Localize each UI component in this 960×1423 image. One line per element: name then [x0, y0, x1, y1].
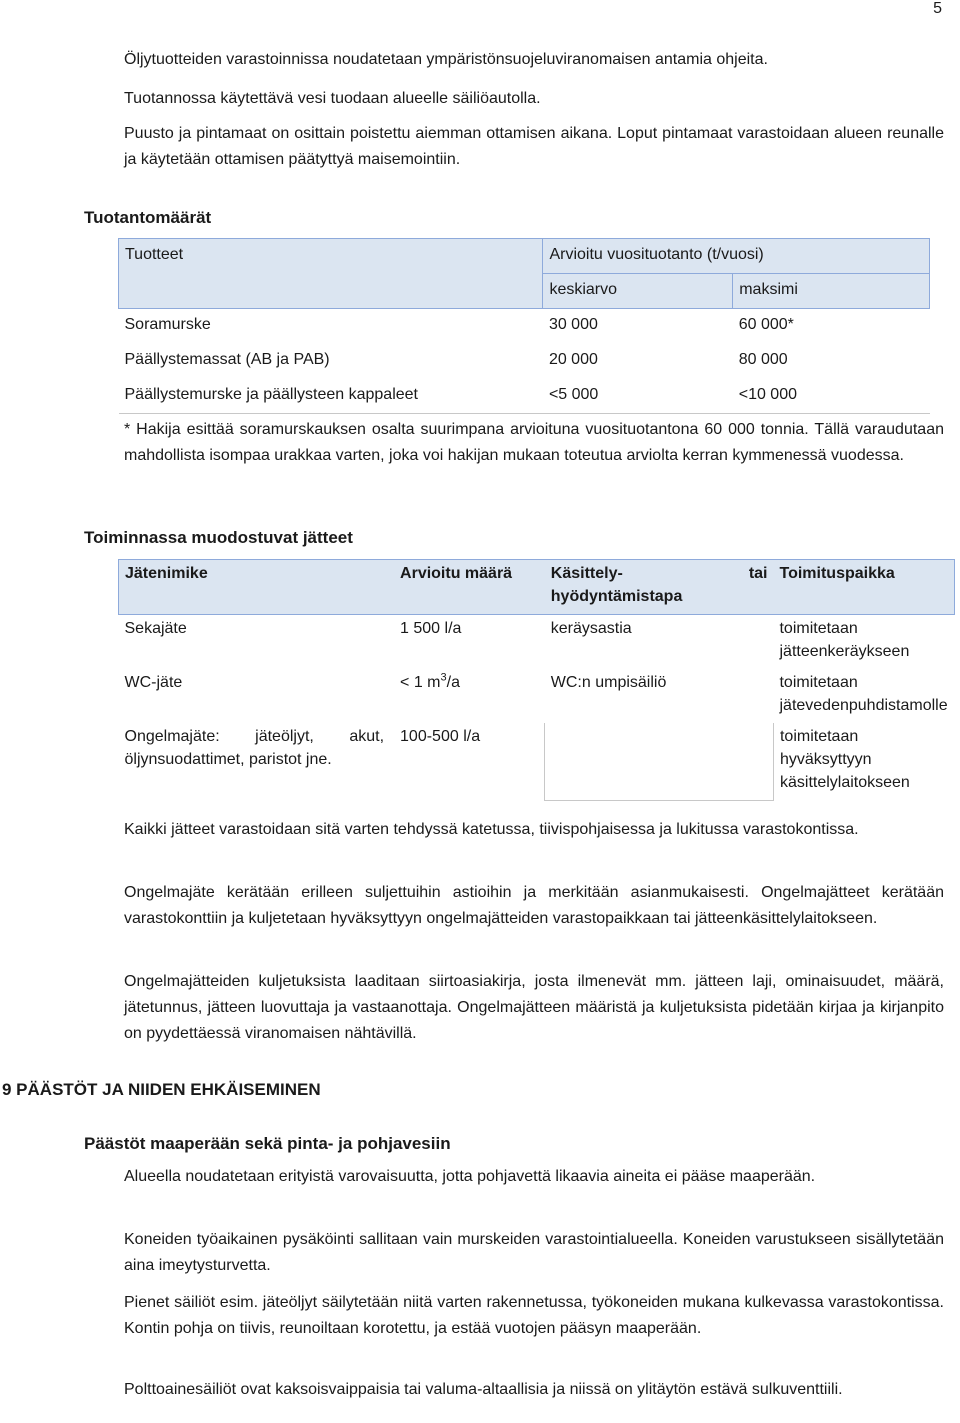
production-footnote: * Hakija esittää soramurskauksen osalta suurimpana arvioituna vuosituotantona 60 000 tonnia. Tällä varaudutaan mahdollista isompaa urakkaa varten, joka voi hakijan mukaan toteutua arviolta kerran kymmenessä vuodessa. [124, 421, 944, 464]
waste-destination-cell: toimitetaan jätevedenpuhdistamolle [779, 674, 948, 714]
product-cell: Soramurske [124, 316, 211, 333]
max-cell: 80 000 [738, 350, 788, 368]
page-number: 5 [933, 0, 942, 17]
col-waste-amount: Arvioitu määrä [394, 560, 545, 615]
section-9-paragraph-3: Pienet säiliöt esim. jäteöljyt säilytetään niitä varten rakennetussa, työkoneiden mukana kulkevassa varastokontissa. Kontin pohja on tiivis, reunoiltaan korotettu, ja estää vuotojen pääsyn maaperään. [124, 1294, 944, 1337]
section-9-paragraph-4: Polttoainesäiliöt ovat kaksoisvaippaisia tai valuma-altaallisia ja niissä on ylitäytön estävä sulkuventtiili. [124, 1381, 843, 1398]
section-9-paragraph-2: Koneiden työaikainen pysäköinti sallitaan vain murskeiden varastointialueella. Koneiden varustukseen sisällytetään aina imeytysturvetta. [124, 1231, 944, 1274]
intro-paragraph-1: Öljytuotteiden varastoinnissa noudatetaan ympäristönsuojeluviranomaisen antamia ohjeita. [124, 51, 768, 68]
waste-destination-cell: toimitetaan jätteenkeräykseen [779, 620, 910, 660]
max-cell: 60 000* [738, 316, 794, 333]
waste-amount-cell: 100-500 l/a [400, 728, 481, 745]
waste-table [118, 559, 955, 801]
waste-handling-cell: WC:n umpisäiliö [550, 674, 667, 691]
col-estimate: Arvioitu vuosituotanto (t/vuosi) [543, 239, 930, 274]
product-cell: Päällystemurske ja päällysteen kappaleet [124, 385, 418, 403]
waste-amount-cell [394, 669, 545, 723]
waste-paragraph-2: Ongelmajäte kerätään erilleen suljettuihin astioihin ja merkitään asianmukaisesti. Ongelmajätteet kerätään varastokonttiin ja kuljetetaan hyväksyttyyn ongelmajätteiden varastopaikkaan tai jätteenkäsittelylaitokseen. [124, 884, 944, 927]
avg-cell: 30 000 [548, 316, 598, 333]
table-row [119, 344, 930, 379]
col-max: maksimi [733, 274, 930, 309]
waste-name-cell: Sekajäte [124, 620, 187, 637]
col-products: Tuotteet [119, 239, 543, 309]
production-table [118, 238, 930, 414]
amount-sup: 3 [440, 671, 447, 684]
avg-cell: <5 000 [548, 385, 599, 403]
intro-paragraph-2: Tuotannossa käytettävä vesi tuodaan alueelle säiliöautolla. [124, 90, 541, 107]
waste-handling-cell: keräysastia [550, 620, 632, 637]
waste-handling-cell [545, 723, 774, 800]
waste-name-cell: Ongelmajäte: jäteöljyt, akut, öljynsuodattimet, paristot jne. [124, 728, 385, 768]
waste-header-row [119, 560, 955, 615]
col-waste-handling: Käsittely- tai hyödyntämistapa [545, 560, 774, 615]
waste-destination-cell: toimitetaan hyväksyttyyn käsittelylaitokseen [779, 728, 910, 791]
waste-amount-cell: 1 500 l/a [400, 620, 462, 637]
table-row [119, 309, 930, 344]
table-row [119, 669, 955, 723]
table-row [119, 723, 955, 800]
col-avg: keskiarvo [543, 274, 733, 309]
amount-suffix: /a [446, 674, 460, 691]
waste-name-cell: WC-jäte [124, 674, 183, 691]
waste-paragraph-1: Kaikki jätteet varastoidaan sitä varten tehdyssä katetussa, tiivispohjaisessa ja lukitussa varastokontissa. [124, 821, 859, 838]
waste-paragraph-3: Ongelmajätteiden kuljetuksista laaditaan siirtoasiakirja, josta ilmenevät mm. jätteen laji, ominaisuudet, määrä, jätetunnus, jätteen luovuttaja ja vastaanottaja. Ongelmajätteen määristä ja kuljetuksista pidetään kirjaa ja kirjanpito on pyydettäessä viranomaisen nähtävillä. [124, 973, 944, 1042]
intro-paragraph-3: Puusto ja pintamaat on osittain poistettu aiemman ottamisen aikana. Loput pintamaat varastoidaan alueen reunalle ja käytetään ottamisen päätyttyä maisemointiin. [124, 125, 944, 168]
col-waste-destination: Toimituspaikka [773, 560, 954, 615]
section-9-heading: 9 PÄÄSTÖT JA NIIDEN EHKÄISEMINEN [2, 1080, 321, 1099]
product-cell: Päällystemassat (AB ja PAB) [124, 350, 330, 368]
table-row [119, 379, 930, 414]
avg-cell: 20 000 [548, 350, 598, 368]
section-9-subheading: Päästöt maaperään sekä pinta- ja pohjavesiin [84, 1134, 451, 1153]
col-waste-name: Jätenimike [119, 560, 395, 615]
waste-heading: Toiminnassa muodostuvat jätteet [84, 528, 353, 547]
table-row [119, 615, 955, 670]
production-heading: Tuotantomäärät [84, 208, 212, 227]
amount-prefix: < 1 m [400, 674, 441, 691]
max-cell: <10 000 [738, 385, 797, 403]
production-header-row [119, 239, 930, 274]
section-9-paragraph-1: Alueella noudatetaan erityistä varovaisuutta, jotta pohjavettä likaavia aineita ei pääse maaperään. [124, 1168, 816, 1185]
